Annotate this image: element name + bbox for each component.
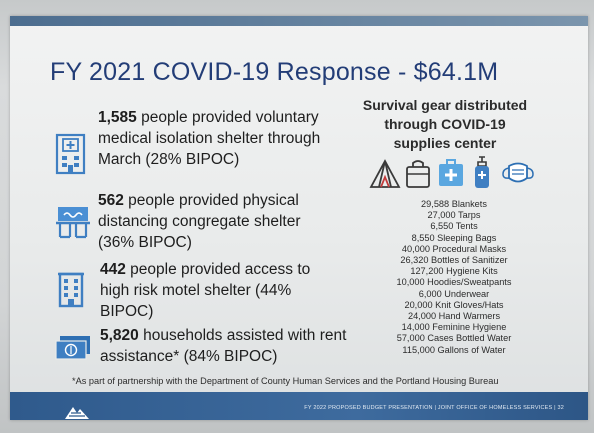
stat-number: 5,820 xyxy=(100,327,139,344)
list-item: 10,000 Hoodies/Sweatpants xyxy=(396,277,512,288)
list-item: 115,000 Gallons of Water xyxy=(402,344,506,355)
list-item: 24,000 Hand Warmers xyxy=(407,311,501,322)
stat-text: people provided physical distancing congregate shelter (36% BIPOC) xyxy=(98,192,301,251)
face-mask-icon xyxy=(500,160,536,188)
money-icon xyxy=(54,334,92,367)
list-item: 127,200 Hygiene Kits xyxy=(410,266,498,277)
list-item: 40,000 Procedural Masks xyxy=(401,243,507,254)
list-item: 57,000 Cases Bottled Water xyxy=(396,333,512,344)
stat-congregate-shelter xyxy=(98,190,338,253)
list-item: 27,000 Tarps xyxy=(427,210,481,221)
stat-number: 1,585 xyxy=(98,109,137,126)
stat-isolation-shelter xyxy=(98,107,358,170)
motel-building-icon xyxy=(56,268,86,313)
slide-top-bar xyxy=(10,16,588,26)
list-item: 6,550 Tents xyxy=(430,221,478,232)
list-item: 26,320 Bottles of Sanitizer xyxy=(400,255,508,266)
tent-icon xyxy=(368,158,402,190)
organization-logo-icon xyxy=(64,404,90,420)
bag-icon xyxy=(404,158,432,190)
sanitizer-bottle-icon xyxy=(472,156,492,190)
slide-title: FY 2021 COVID-19 Response - $64.1M xyxy=(50,58,499,86)
shelter-icon xyxy=(54,204,92,245)
stat-motel-shelter xyxy=(100,259,340,322)
list-item: 20,000 Knit Gloves/Hats xyxy=(404,299,504,310)
stat-text: people provided voluntary medical isolation shelter through March (28% BIPOC) xyxy=(98,109,321,168)
stat-text: households assisted with rent assistance* (84% BIPOC) xyxy=(100,327,347,365)
footer-text: FY 2022 PROPOSED BUDGET PRESENTATION | JOINT OFFICE OF HOMELESS SERVICES | 32 xyxy=(304,405,564,411)
survival-gear-heading: Survival gear distributed through COVID-19 supplies center xyxy=(362,97,528,151)
hospital-icon xyxy=(54,132,88,181)
first-aid-kit-icon xyxy=(436,156,466,188)
stat-rent-assistance xyxy=(100,325,360,367)
list-item: 6,000 Underwear xyxy=(418,288,490,299)
list-item: 29,588 Blankets xyxy=(421,199,487,209)
footnote: *As part of partnership with the Department of County Human Services and the Portland Housing Bureau xyxy=(72,376,499,386)
stat-number: 442 xyxy=(100,261,126,278)
presentation-slide xyxy=(10,16,588,420)
list-item: 8,550 Sleeping Bags xyxy=(411,232,497,243)
list-item: 14,000 Feminine Hygiene xyxy=(401,322,507,333)
stat-number: 562 xyxy=(98,192,124,209)
survival-gear-icons xyxy=(368,156,536,192)
survival-gear-list xyxy=(390,199,518,356)
stat-text: people provided access to high risk motel shelter (44% BIPOC) xyxy=(100,261,311,320)
